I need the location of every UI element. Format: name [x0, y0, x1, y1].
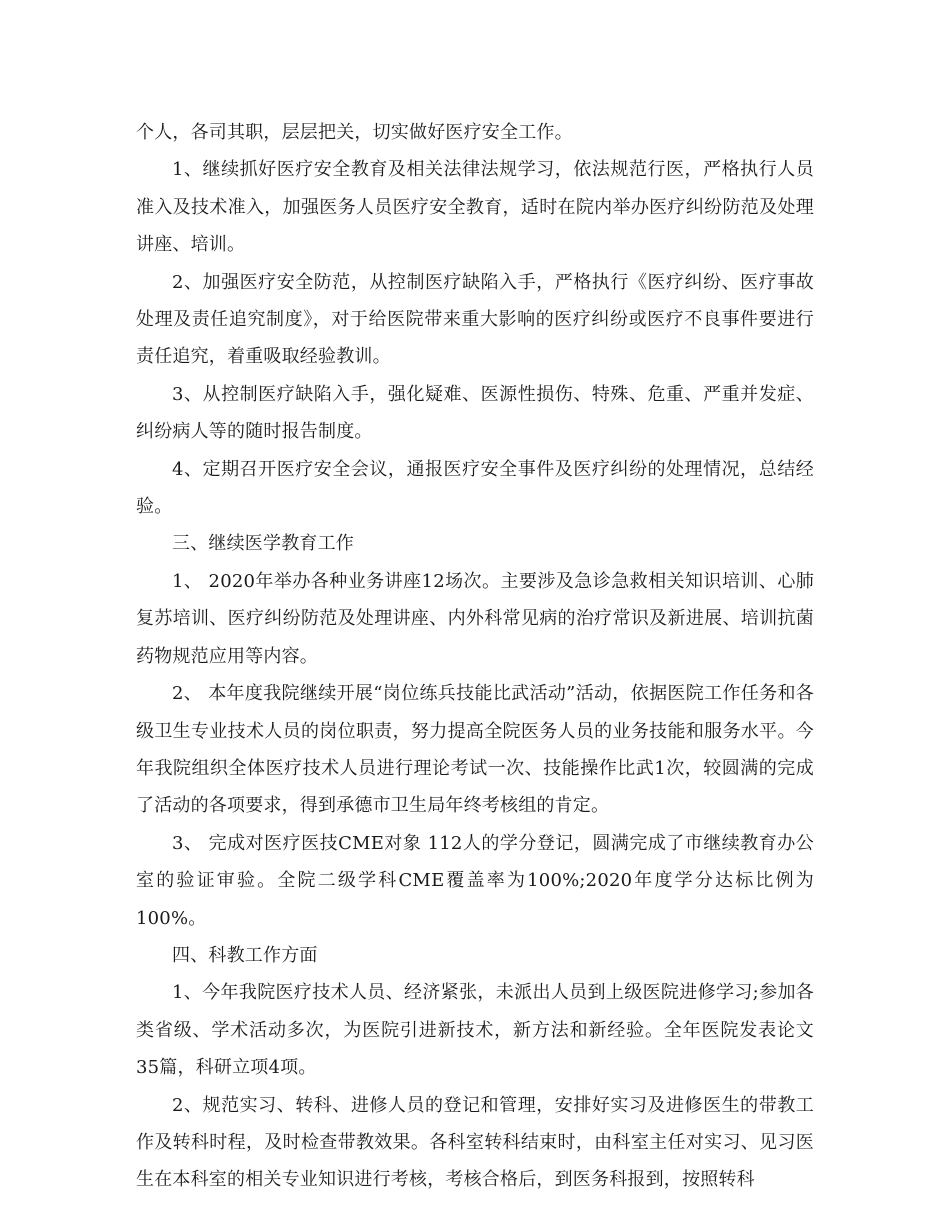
paragraph-safety-prevention: 2、加强医疗安全防范，从控制医疗缺陷入手，严格执行《医疗纠纷、医疗事故处理及责任追究制度》，对于给医院带来重大影响的医疗纠纷或医疗不良事件要进行责任追究，着重吸取经验教训。 — [136, 271, 814, 368]
section-heading-science-education: 四、科教工作方面 — [172, 944, 318, 966]
paragraph-skills-competition: 2、 本年度我院继续开展“岗位练兵技能比武活动”活动，依据医院工作任务和各级卫生专业技术人员的岗位职责，努力提高全院医务人员的业务技能和服务水平。今年我院组织全体医疗技术人员进行理论考试一次、技能操作比武1次，较圆满的完成了活动的各项要求，得到承德市卫生局年终考核组的肯定。 — [136, 683, 814, 817]
paragraph-research: 1、今年我院医疗技术人员、经济紧张，未派出人员到上级医院进修学习;参加各类省级、学术活动多次，为医院引进新技术，新方法和新经验。全年医院发表论文35篇，科研立项4项。 — [136, 982, 814, 1079]
paragraph-continuation: 个人，各司其职，层层把关，切实做好医疗安全工作。 — [136, 122, 573, 143]
paragraph-intern-management: 2、规范实习、转科、进修人员的登记和管理，安排好实习及进修医生的带教工作及转科时程，及时检查带教效果。各科室转科结束时，由科室主任对实习、见习医生在本科室的相关专业知识进行考核，考核合格后，到医务科报到，按照转科 — [136, 1094, 814, 1191]
paragraph-safety-education: 1、继续抓好医疗安全教育及相关法律法规学习，依法规范行医，严格执行人员准入及技术准入，加强医务人员医疗安全教育，适时在院内举办医疗纠纷防范及处理讲座、培训。 — [136, 159, 814, 256]
paragraph-reporting-system: 3、从控制医疗缺陷入手，强化疑难、医源性损伤、特殊、危重、严重并发症、纠纷病人等的随时报告制度。 — [136, 383, 814, 443]
paragraph-cme-credits: 3、 完成对医疗医技CME对象 112人的学分登记，圆满完成了市继续教育办公室的验证审验。全院二级学科CME覆盖率为100%;2020年度学分达标比例为100%。 — [136, 832, 814, 929]
section-heading-continuing-education: 三、继续医学教育工作 — [172, 533, 354, 555]
paragraph-lectures: 1、 2020年举办各种业务讲座12场次。主要涉及急诊急救相关知识培训、心肺复苏培训、医疗纠纷防范及处理讲座、内外科常见病的治疗常识及新进展、培训抗菌药物规范应用等内容。 — [136, 570, 814, 667]
paragraph-safety-meeting: 4、定期召开医疗安全会议，通报医疗安全事件及医疗纠纷的处理情况，总结经验。 — [136, 458, 814, 518]
